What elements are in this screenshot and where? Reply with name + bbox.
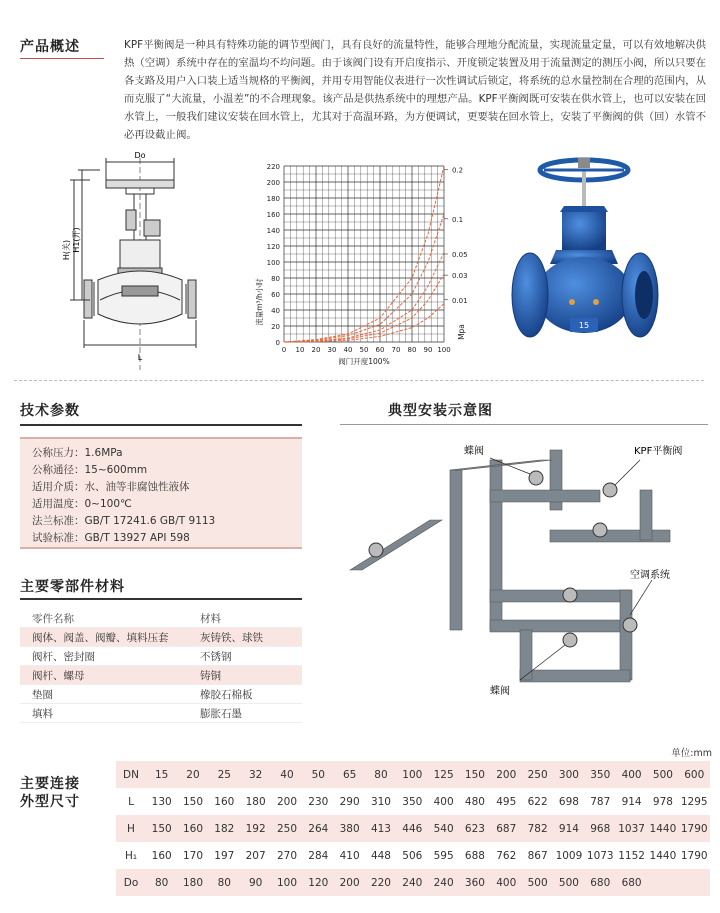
dim-cell: 978 (652, 795, 673, 808)
dim-cell: 50 (311, 768, 325, 781)
table-row (116, 788, 710, 815)
x-tick-label: 40 (343, 346, 353, 354)
dim-cell: 80 (374, 768, 388, 781)
x-tick-label: 30 (327, 346, 337, 354)
x-tick-label: 90 (423, 346, 433, 354)
dim-cell: 250 (276, 822, 297, 835)
part-material: 膨胀石墨 (200, 707, 242, 720)
dim-cell: 200 (339, 876, 360, 889)
dim-cell: 150 (464, 768, 485, 781)
dim-row-label: L (128, 795, 134, 808)
dim-cell: 1073 (586, 849, 614, 862)
parts-header-material: 材料 (200, 612, 221, 625)
right-axis-label: Mpa (457, 324, 466, 340)
table-row (20, 704, 302, 723)
table-row (116, 815, 710, 842)
dim-row-label: H₁ (124, 849, 138, 862)
dim-cell: 20 (186, 768, 200, 781)
part-name: 垫圈 (32, 688, 53, 701)
valve-section-drawing (60, 150, 230, 375)
dim-cell: 1152 (618, 849, 645, 862)
dim-cell: 197 (214, 849, 235, 862)
part-name: 阀杆、密封圈 (32, 650, 95, 663)
dim-cell: 360 (464, 876, 485, 889)
dim-cell: 200 (496, 768, 517, 781)
dim-cell: 500 (652, 768, 673, 781)
x-tick-label: 10 (295, 346, 305, 354)
dim-cell: 968 (590, 822, 611, 835)
dim-cell: 200 (276, 795, 297, 808)
dim-cell: 284 (308, 849, 329, 862)
part-material: 橡胶石棉板 (200, 688, 253, 701)
part-material: 铸铜 (200, 669, 221, 682)
dim-row-label: Do (123, 876, 139, 889)
series-line (284, 304, 444, 342)
label-butterfly-bottom: 蝶阀 (490, 686, 510, 697)
series-line (284, 274, 444, 342)
dim-cell: 400 (433, 795, 454, 808)
unit-label: 单位:mm (671, 748, 712, 759)
dim-cell: 914 (558, 822, 579, 835)
dim-cell: 130 (151, 795, 172, 808)
y-tick-label: 40 (271, 307, 280, 315)
dim-cell: 150 (182, 795, 204, 808)
dim-cell: 160 (151, 849, 172, 862)
dim-cell: 413 (370, 822, 391, 835)
dim-cell: 688 (464, 849, 485, 862)
do-label: Do (134, 151, 146, 160)
tech-row-flange-standard: 法兰标准：GB/T 17241.6 GB/T 9113 (32, 515, 216, 527)
intro-title: 产品概述 (20, 39, 80, 55)
y-tick-label: 180 (266, 195, 280, 203)
y-tick-label: 200 (266, 179, 280, 187)
right-tick-label: 0.2 (452, 166, 464, 175)
intro-text: KPF平衡阀是一种具有特殊功能的调节型阀门，具有良好的流量特性，能够合理地分配流量，实现流量定量，可以有效地解决供热（空调）系统中存在的室温均不均问题。由于该阀门设有开启度指示、开度锁定装置及用于流量测定的测压小阀，所以只要在各支路及用户入口装上适当规格的平衡阀，并用专用智能仪表进行一次性调试后锁定，将系统的总水量控制在合理的范围内，从而克服了“大流量，小温差”的不合理现象。该产品是供热系统中的理想产品。KPF平衡阀既可安装在供水管上，也可以安装在回水管上，一般我们建议安装在回水管上，尤其对于高温环路，为方便调试，更要装在回水管上，安装了平衡阀的供（回）水管不必再设截止阀。 (124, 39, 706, 141)
tech-row-pressure: 公称压力：1.6MPa (32, 447, 123, 459)
dim-cell: 350 (402, 795, 423, 808)
dim-cell: 448 (370, 849, 391, 862)
dim-cell: 446 (402, 822, 423, 835)
y-tick-label: 220 (266, 163, 280, 171)
tech-row-medium: 适用介质：水、油等非腐蚀性液体 (32, 481, 190, 493)
dim-cell: 264 (308, 822, 329, 835)
dim-cell: 180 (182, 876, 204, 889)
table-row (116, 842, 710, 869)
x-tick-label: 80 (407, 346, 417, 354)
dim-cell: 410 (339, 849, 360, 862)
dim-cell: 32 (248, 768, 263, 781)
y-tick-label: 80 (271, 275, 280, 283)
parts-header-row (20, 609, 302, 628)
tech-params-box (20, 437, 302, 549)
dim-cell: 80 (217, 876, 231, 889)
dim-title: 主要连接 外型尺寸 (20, 776, 80, 810)
part-material: 不锈钢 (200, 650, 232, 663)
dim-row-label: H (127, 822, 135, 835)
section-divider (14, 380, 704, 381)
dim-cell: 230 (308, 795, 329, 808)
dim-cell: 15 (154, 768, 169, 781)
parts-title-underline (20, 598, 302, 600)
dim-cell: 506 (402, 849, 423, 862)
right-tick-label: 0.05 (452, 251, 468, 259)
dim-cell: 150 (151, 822, 172, 835)
dim-cell: 623 (464, 822, 485, 835)
y-tick-label: 0 (275, 339, 280, 347)
dim-cell: 1295 (680, 795, 708, 808)
dim-cell: 25 (217, 768, 231, 781)
y-tick-label: 120 (266, 243, 280, 251)
table-row (20, 647, 302, 666)
dim-cell: 914 (621, 795, 642, 808)
dim-cell: 240 (402, 876, 423, 889)
flow-chart (244, 152, 484, 374)
part-material: 灰铸铁、球铁 (200, 631, 263, 644)
dim-cell: 350 (590, 768, 611, 781)
dim-cell: 80 (154, 876, 169, 889)
dim-cell: 240 (433, 876, 454, 889)
x-tick-label: 70 (391, 346, 401, 354)
y-tick-label: 100 (266, 259, 280, 267)
dim-cell: 622 (527, 795, 548, 808)
valve-product-image (500, 150, 670, 365)
dim-cell: 1440 (649, 849, 677, 862)
intro-title-underline (20, 58, 104, 59)
dim-cell: 1440 (649, 822, 677, 835)
y-axis-label: 流量m³/h小时 (255, 278, 264, 326)
series-line (284, 252, 444, 342)
dim-cell: 762 (496, 849, 517, 862)
dim-cell: 207 (245, 849, 266, 862)
label-butterfly-top: 蝶阀 (464, 446, 484, 457)
dim-cell: 782 (527, 822, 548, 835)
table-row (20, 628, 302, 647)
label-kpf: KPF平衡阀 (634, 446, 683, 457)
x-tick-label: 0 (281, 346, 287, 354)
tech-title-underline (20, 424, 302, 426)
dim-cell: 1790 (680, 822, 708, 835)
right-tick-label: 0.03 (452, 272, 468, 281)
dim-cell: 1790 (680, 849, 708, 862)
tech-row-test-standard: 试验标准：GB/T 13927 API 598 (32, 532, 190, 544)
dim-cell: 400 (496, 876, 517, 889)
dim-cell: 125 (433, 768, 454, 781)
dim-cell: 120 (308, 876, 329, 889)
dim-cell: 65 (342, 768, 357, 781)
dim-cell: 170 (182, 849, 204, 862)
y-tick-label: 160 (266, 211, 280, 219)
tech-title: 技术参数 (20, 403, 80, 419)
dim-row-label: DN (123, 768, 139, 781)
part-name: 阀体、阀盖、阀瓣、填料压套 (32, 631, 169, 644)
dim-cell: 1009 (555, 849, 583, 862)
dim-cell: 380 (339, 822, 360, 835)
dim-cell: 290 (339, 795, 360, 808)
tech-row-temperature: 适用温度：0~100℃ (32, 498, 132, 510)
x-tick-label: 60 (375, 346, 385, 354)
dim-cell: 180 (245, 795, 266, 808)
dim-cell: 500 (527, 876, 548, 889)
install-diagram (340, 430, 710, 700)
table-row (116, 869, 710, 896)
dim-cell: 400 (621, 768, 642, 781)
dim-cell: 680 (621, 876, 642, 889)
dim-cell: 600 (684, 768, 705, 781)
part-name: 阀杆、螺母 (32, 669, 85, 682)
y-tick-label: 140 (266, 227, 280, 235)
h1-label: H1(开) (72, 227, 81, 253)
table-row (116, 761, 710, 788)
x-tick-label: 20 (311, 346, 321, 354)
label-ac-system: 空调系统 (630, 570, 670, 581)
dim-cell: 100 (276, 876, 297, 889)
x-tick-label: 50 (359, 346, 369, 354)
x-axis-label: 阀门开度100% (338, 357, 390, 366)
x-tick-label: 100 (437, 346, 451, 354)
part-name: 填料 (32, 707, 53, 720)
table-row (20, 685, 302, 704)
dim-cell: 680 (590, 876, 611, 889)
dim-cell: 160 (214, 795, 235, 808)
dim-cell: 220 (370, 876, 391, 889)
dim-cell: 595 (433, 849, 454, 862)
dim-cell: 1037 (618, 822, 645, 835)
dim-cell: 160 (182, 822, 204, 835)
install-title-underline (340, 424, 708, 425)
dim-cell: 480 (464, 795, 485, 808)
install-title: 典型安装示意图 (388, 403, 493, 419)
dim-cell: 867 (527, 849, 548, 862)
right-tick-label: 0.1 (452, 215, 464, 224)
parts-table (20, 609, 302, 723)
h-label: H(关) (62, 239, 71, 261)
dim-cell: 495 (496, 795, 517, 808)
dim-cell: 250 (527, 768, 548, 781)
dim-cell: 40 (280, 768, 294, 781)
l-label: L (137, 353, 143, 362)
svg-text:15: 15 (578, 321, 590, 330)
dim-cell: 300 (558, 768, 579, 781)
table-row (20, 666, 302, 685)
parts-header-name: 零件名称 (32, 612, 74, 625)
tech-row-diameter: 公称通径：15~600mm (32, 464, 148, 476)
dim-cell: 90 (248, 876, 263, 889)
dim-cell: 500 (558, 876, 579, 889)
dimension-table (116, 761, 710, 896)
dim-cell: 698 (558, 795, 579, 808)
dim-cell: 310 (370, 795, 391, 808)
dim-cell: 540 (433, 822, 454, 835)
dim-cell: 192 (245, 822, 266, 835)
dim-cell: 100 (402, 768, 423, 781)
dim-cell: 182 (214, 822, 235, 835)
parts-title: 主要零部件材料 (20, 579, 125, 595)
dim-cell: 787 (590, 795, 611, 808)
dim-cell: 687 (496, 822, 517, 835)
dim-cell: 270 (276, 849, 297, 862)
y-tick-label: 20 (271, 323, 280, 331)
right-tick-label: 0.01 (452, 296, 468, 305)
y-tick-label: 60 (271, 291, 280, 299)
